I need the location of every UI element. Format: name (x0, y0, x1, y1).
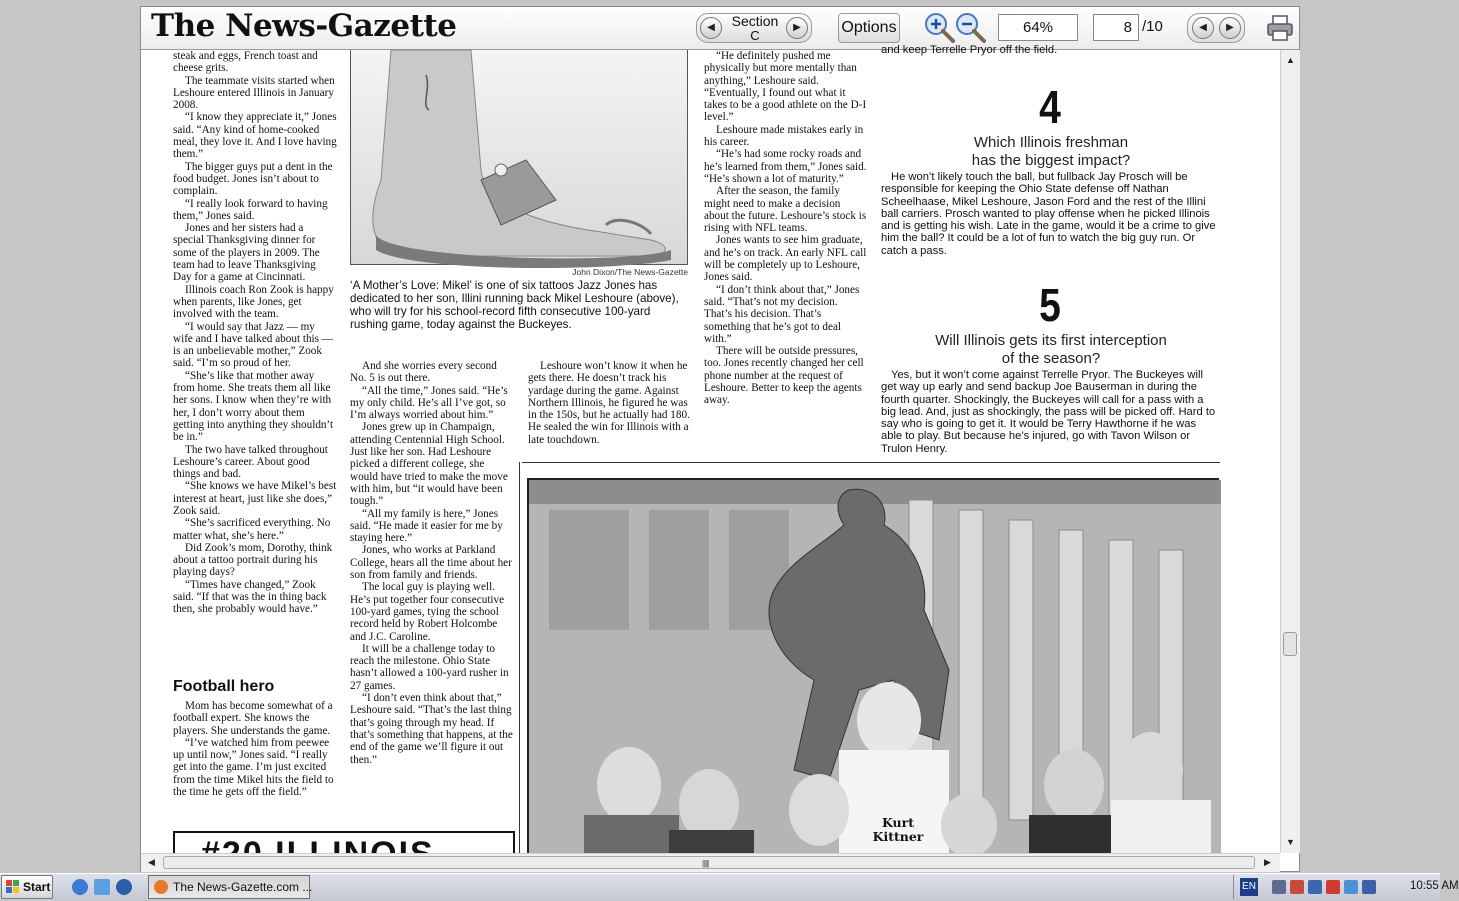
section-divider (522, 462, 1220, 463)
language-indicator[interactable]: EN (1240, 878, 1258, 896)
paragraph: Jones grew up in Champaign, attending Centennial High School. Just like her son. Had Leshoure picked a different college, she would have tried to make the move with him, but “it would have been tough.” (350, 421, 508, 508)
paragraph: “I really look forward to having them,” Jones said. (173, 197, 328, 222)
photo-caption: ‘A Mother’s Love: Mikel’ is one of six tattoos Jazz Jones has dedicated to her son, Illini running back Mikel Leshoure (above), who will try for his school-record fifth consecutive 100-yard rushing game, today against the Buckeyes. (350, 279, 679, 331)
paragraph: Did Zook’s mom, Dorothy, think about a tattoo portrait during his playing days? (173, 541, 333, 579)
scroll-grip-icon: |||||| (702, 859, 709, 868)
paragraph: Leshoure made mistakes early in his career. (704, 123, 864, 149)
article-column-1b (173, 700, 337, 798)
section-next-button[interactable]: ▶ (786, 17, 808, 39)
windows-taskbar (0, 873, 1459, 901)
statue-photo-illustration (529, 480, 1221, 855)
paragraph: “I would say that Jazz — my wife and I have talked about this — is an unbelievable mother,” Zook said. “I’m so proud of her. (173, 320, 333, 370)
paragraph: The two have talked throughout Leshoure’s career. About good things and bad. (173, 443, 328, 481)
paragraph: Jones wants to see him graduate, and he’s on track. An early NFL call will be completely up to Leshoure, Jones said. (704, 234, 867, 284)
paragraph: “All my family is here,” Jones said. “He made it easier for me by staying here.” (350, 507, 503, 545)
newspaper-viewer-window (140, 6, 1300, 872)
paragraph: “Times have changed,” Zook said. “If that was the in thing back then, she probably would have.” (173, 578, 327, 616)
options-button[interactable]: Options (838, 13, 900, 43)
network-icon[interactable] (1272, 880, 1286, 894)
page-next-button[interactable]: ▶ (1219, 17, 1241, 39)
security-icon[interactable] (1290, 880, 1304, 894)
horizontal-scroll-thumb[interactable] (163, 856, 1255, 869)
windows-logo-icon (6, 880, 20, 894)
vertical-scroll-thumb[interactable] (1283, 632, 1297, 656)
updates-icon[interactable] (1344, 880, 1358, 894)
paragraph: “She’s sacrificed everything. No matter what, she’s here.” (173, 517, 331, 542)
paragraph: The teammate visits started when Leshoure entered Illinois in January 2008. (173, 74, 335, 112)
show-desktop-icon[interactable] (94, 879, 110, 895)
article-column-4 (704, 50, 868, 407)
section-value[interactable]: C (750, 28, 760, 43)
horizontal-scrollbar[interactable] (141, 853, 1280, 872)
paragraph: Illinois coach Ron Zook is happy when parents, like Jones, get involved with the team. (173, 283, 334, 321)
zoom-level-field[interactable]: 64% (998, 14, 1078, 41)
zoom-out-icon[interactable] (954, 11, 988, 45)
paragraph: “He’s had some rocky roads and he’s learned from them,” Jones said. “He’s shown a lot of maturity.” (704, 148, 867, 185)
paragraph: The local guy is playing well. He’s put together four consecutive 100-yard games, tying the school record held by Robert Holcombe and J.C. Caroline. (350, 581, 505, 643)
defender-icon[interactable] (1362, 880, 1376, 894)
tattoo-foot-photo (350, 50, 688, 265)
internet-explorer-icon[interactable] (72, 879, 88, 895)
section-prev-button[interactable]: ◀ (700, 17, 722, 39)
scroll-down-button[interactable]: ▼ (1286, 837, 1295, 847)
paragraph: He won’t likely touch the ball, but fullback Jay Prosch will be responsible for keeping the Ohio State defense off Nathan Scheelhaase, Mikel Leshoure, Jason Ford and the rest of the Illini ball carriers. Prosch wanted to play offense when he picked Illinois and is getting his wish. Late in the game, would it be a crime to give him the ball? It could be a lot of fun to watch the big guy run. Or catch a pass. (881, 171, 1216, 257)
zoom-in-icon[interactable] (923, 11, 957, 45)
section-selector (696, 13, 812, 43)
firefox-icon (154, 880, 168, 894)
system-clock[interactable]: 10:55 AM (1410, 880, 1459, 892)
question-4-title: Which Illinois freshman has the biggest impact? (971, 134, 1131, 169)
antivirus-icon[interactable] (1326, 880, 1340, 894)
start-label: Start (23, 880, 51, 894)
vertical-scrollbar[interactable] (1280, 50, 1300, 853)
column-rule (519, 462, 520, 853)
paragraph: “She’s like that mother away from home. She treats them all like her sons. I know when they’re with her, I don’t worry about them getting into anything they shouldn’t be in.” (173, 369, 334, 444)
paragraph: Leshoure won’t know it when he gets there. He doesn’t track his yardage during the game. Against Northern Illinois, he figured he was in the 150s, but he actually had 180. He sealed the win for Illinois with a late touchdown. (528, 360, 690, 446)
system-tray (1233, 875, 1459, 899)
article-column-1 (173, 50, 337, 616)
paragraph: Yes, but it won’t come against Terrelle Pryor. The Buckeyes will get way up early and send backup Joe Bauserman in during the fourth quarter. Shockingly, the Buckeyes will call for a pass with a big lead. And, just as shockingly, the pass will be picked off. Hard to say who is going to get it. It would be Terry Hawthorne if he was able to play. But because he’s injured, go with Tavon Wilson or Trulon Henry. (881, 369, 1216, 455)
sandal-photo-illustration (351, 50, 689, 265)
scroll-right-button[interactable]: ▶ (1264, 857, 1271, 867)
paragraph: “I’ve watched him from peewee up until now,” Jones said. “I really get into the game. I’m just excited from the time Mikel hits the field to the time he gets off the field.” (173, 736, 334, 799)
statue-group-photo (527, 478, 1219, 853)
paragraph: And she worries every second No. 5 is out there. (350, 360, 497, 385)
start-button[interactable] (1, 875, 53, 899)
photo-credit: John Dixon/The News-Gazette (572, 267, 688, 277)
question-4-number: 4 (1039, 81, 1061, 133)
paragraph: Jones, who works at Parkland College, hears all the time about her son from family and friends. (350, 544, 512, 582)
paragraph: “She knows we have Mikel’s best interest at heart, just like she does,” Zook said. (173, 480, 337, 517)
section-label: Section (731, 13, 779, 29)
page-number-field[interactable]: 8 (1093, 14, 1139, 41)
paragraph: steak and eggs, French toast and cheese grits. (173, 50, 318, 75)
photo-name-label: Kurt Kittner (872, 815, 924, 844)
question-5-title: Will Illinois gets its first interception of the season? (935, 332, 1167, 367)
question-5-number: 5 (1039, 279, 1061, 331)
article-column-3 (528, 360, 691, 446)
question-5-body (881, 369, 1219, 455)
paragraph: “He definitely pushed me physically but more mentally than anything,” Leshoure said. “Eventually, I found out what it takes to be a good athlete on the D-I level.” (704, 50, 867, 124)
media-player-icon[interactable] (116, 879, 132, 895)
newspaper-page (141, 44, 1279, 853)
paragraph: It will be a challenge today to reach the milestone. Ohio State hasn’t allowed a 100-yard rusher in 27 games. (350, 642, 509, 692)
paragraph: “All the time,” Jones said. “He’s my only child. He’s all I’ve got, so I’m always worried about him.” (350, 384, 508, 422)
scroll-up-button[interactable]: ▲ (1286, 55, 1295, 65)
article-column-2 (350, 360, 514, 766)
paragraph: Mom has become somewhat of a football expert. She knows the players. She understands the game. (173, 700, 333, 737)
page-total: /10 (1142, 18, 1163, 35)
shield-icon[interactable] (1308, 880, 1322, 894)
paragraph: “I don’t even think about that,” Leshoure said. “That’s the last thing that’s going through my head. If that’s something that happens, at the end of the game we’ll figure it out then.” (350, 692, 513, 766)
question-4-body (881, 171, 1219, 257)
subhead-football-hero: Football hero (173, 678, 275, 695)
newspaper-logo: The News-Gazette (151, 8, 457, 44)
paragraph: The bigger guys put a dent in the food budget. Jones isn’t about to complain. (173, 160, 333, 198)
paragraph: Jones and her sisters had a special Thanksgiving dinner for some of the players in 2009. The team had to leave Thanksgiving Day for a game at Cincinnati. (173, 222, 320, 284)
scroll-left-button[interactable]: ◀ (148, 857, 155, 867)
page-navigation (1187, 13, 1245, 43)
paragraph: “I don’t think about that,” Jones said. “That’s not my decision. That’s his decision. That’s something that he’s got to deal with.” (704, 283, 860, 345)
page-prev-button[interactable]: ◀ (1192, 17, 1214, 39)
illinois-banner (173, 831, 515, 853)
column-5-top-line: and keep Terrelle Pryor off the field. (881, 44, 1058, 56)
taskbar-window-title: The News-Gazette.com ... (173, 880, 313, 894)
paragraph: There will be outside pressures, too. Jones recently changed her cell phone number at the request of Leshoure. Better to keep the agents away. (704, 345, 864, 407)
print-icon[interactable] (1265, 13, 1295, 43)
taskbar-window-button[interactable] (148, 875, 313, 899)
paragraph: After the season, the family might need to make a decision about the future. Leshoure’s stock is rising with NFL teams. (704, 185, 867, 235)
paragraph: “I know they appreciate it,” Jones said. “Any kind of home-cooked meal, they love it. And I love having them.” (173, 111, 337, 161)
